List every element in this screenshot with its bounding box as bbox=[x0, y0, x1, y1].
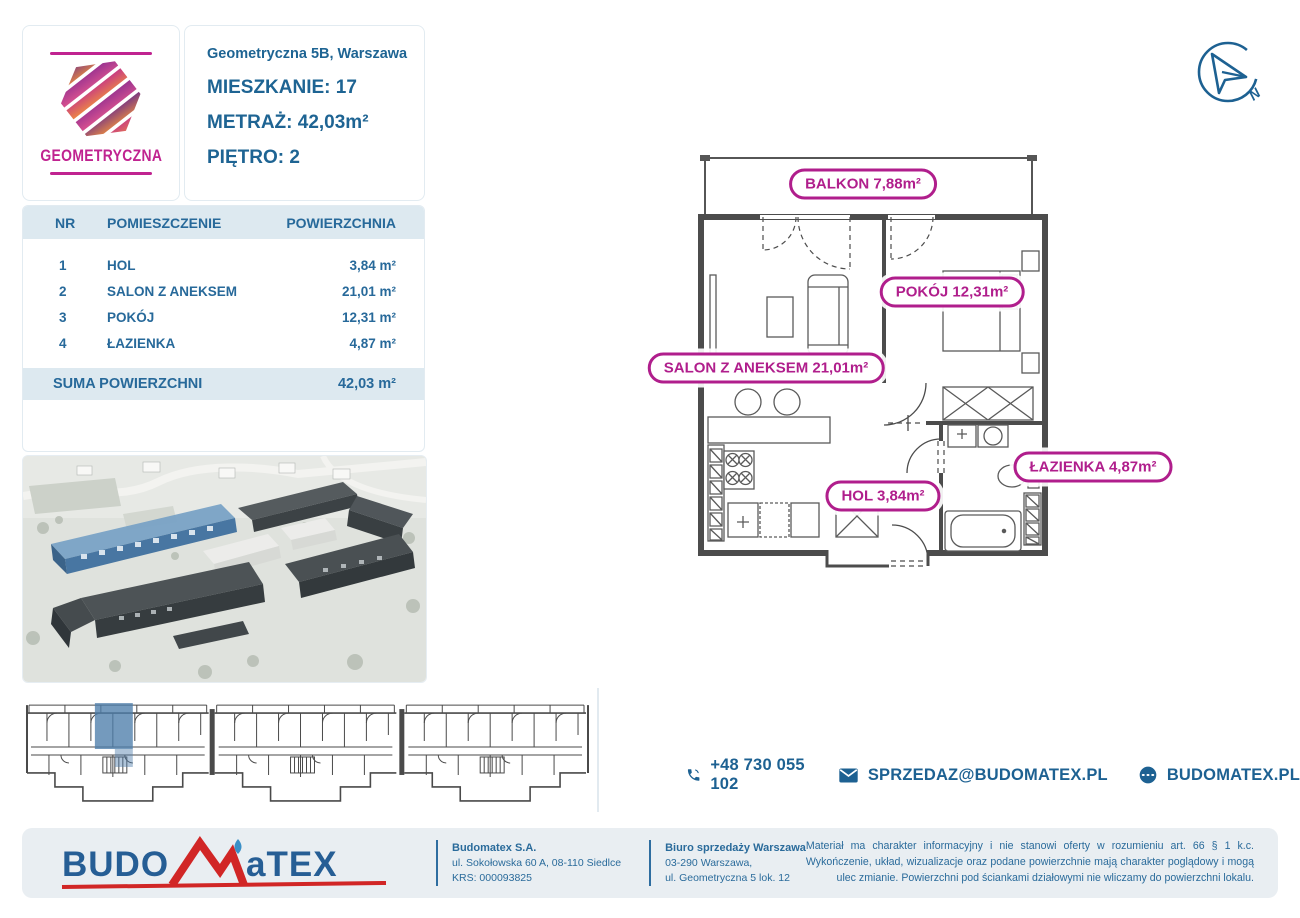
sales-office-info bbox=[665, 841, 806, 886]
footer-divider bbox=[649, 840, 651, 886]
email-address: SPRZEDAZ@BUDOMATEX.PL bbox=[867, 765, 1108, 784]
floor-value: 2 bbox=[289, 147, 300, 168]
legal-disclaimer: Materiał ma charakter informacyjny i nie stanowi oferty w rozumieniu art. 66 § 1 k.c. Wykończenie, układ, wizualizacje oraz podane powierzchnie mają charakter poglądowy i mogą ulec zmianie. Powierzchni pod ściankami działowymi nie wliczamy do powierzchni lokalu. bbox=[805, 840, 1254, 884]
apartment-number-line: MIESZKANIE: 17 bbox=[207, 77, 357, 98]
email-link[interactable] bbox=[838, 765, 1108, 786]
budomatex-logo-right: aTEX bbox=[246, 845, 338, 884]
website-link[interactable] bbox=[1138, 765, 1300, 785]
geometryczna-logo-icon bbox=[57, 55, 145, 143]
table-row: 1 HOL 3,84 m² bbox=[59, 257, 396, 273]
compass-icon bbox=[1188, 32, 1268, 112]
budomatex-logo bbox=[60, 835, 390, 891]
company-address: ul. Sokołowska 60 A, 08-110 Siedlce bbox=[452, 857, 622, 869]
table-row: 4 ŁAZIENKA 4,87 m² bbox=[59, 335, 396, 351]
col-nr: NR bbox=[55, 214, 76, 231]
apartment-info-card bbox=[184, 25, 425, 201]
col-room: POMIESZCZENIE bbox=[107, 214, 222, 231]
table-row: 3 POKÓJ 12,31 m² bbox=[59, 309, 396, 325]
brand-name: GEOMETRYCZNA bbox=[40, 145, 162, 165]
rooms-table-total bbox=[23, 368, 424, 400]
office-name: Biuro sprzedaży Warszawa bbox=[665, 841, 806, 854]
building-floor-strip-drawing bbox=[25, 693, 590, 811]
office-line2: ul. Geometryczna 5 lok. 12 bbox=[665, 871, 790, 884]
rooms-table-header bbox=[23, 206, 424, 239]
contact-row bbox=[686, 756, 1300, 794]
company-krs: KRS: 000093825 bbox=[452, 871, 532, 884]
col-area: POWIERZCHNIA bbox=[286, 214, 396, 231]
aerial-visualisation-image bbox=[23, 456, 426, 682]
budomatex-logo-left: BUDO bbox=[62, 845, 170, 884]
office-line1: 03-290 Warszawa, bbox=[665, 857, 753, 869]
envelope-icon bbox=[838, 765, 859, 786]
label-pokoj: POKÓJ 12,31m² bbox=[880, 277, 1025, 308]
area-value: 42,03m² bbox=[297, 112, 369, 133]
rooms-table bbox=[22, 205, 425, 452]
globe-icon bbox=[1138, 765, 1158, 785]
footer-divider bbox=[436, 840, 438, 886]
table-row: 2 SALON Z ANEKSEM 21,01 m² bbox=[59, 283, 396, 299]
address: Geometryczna 5B, Warszawa bbox=[207, 46, 408, 62]
apartment-number: 17 bbox=[335, 77, 357, 98]
label-lazienka: ŁAZIENKA 4,87m² bbox=[1014, 452, 1173, 483]
company-info bbox=[452, 841, 621, 886]
logo-rule-bottom bbox=[50, 172, 152, 175]
developer-logo-card bbox=[22, 25, 180, 201]
apartment-floor-plan bbox=[660, 125, 1200, 575]
phone-icon bbox=[686, 765, 701, 785]
total-label: SUMA POWIERZCHNI bbox=[53, 376, 203, 392]
company-name: Budomatex S.A. bbox=[452, 841, 537, 854]
section-divider bbox=[597, 688, 599, 812]
phone-link[interactable] bbox=[686, 756, 808, 794]
area-line: METRAŻ: 42,03m² bbox=[207, 112, 369, 133]
building-floor-strip bbox=[25, 693, 590, 811]
label-balkon: BALKON 7,88m² bbox=[789, 169, 937, 200]
rooms-table-body bbox=[23, 239, 424, 356]
label-salon: SALON Z ANEKSEM 21,01m² bbox=[648, 353, 885, 384]
label-hol: HOL 3,84m² bbox=[825, 481, 940, 512]
floor-line: PIĘTRO: 2 bbox=[207, 147, 300, 168]
phone-number: +48 730 055 102 bbox=[710, 756, 805, 793]
aerial-visualisation bbox=[22, 455, 427, 683]
compass-north-letter: N bbox=[1245, 84, 1264, 104]
total-value: 42,03 m² bbox=[337, 376, 396, 392]
website-url: BUDOMATEX.PL bbox=[1166, 765, 1300, 784]
footer-bar bbox=[22, 828, 1278, 898]
